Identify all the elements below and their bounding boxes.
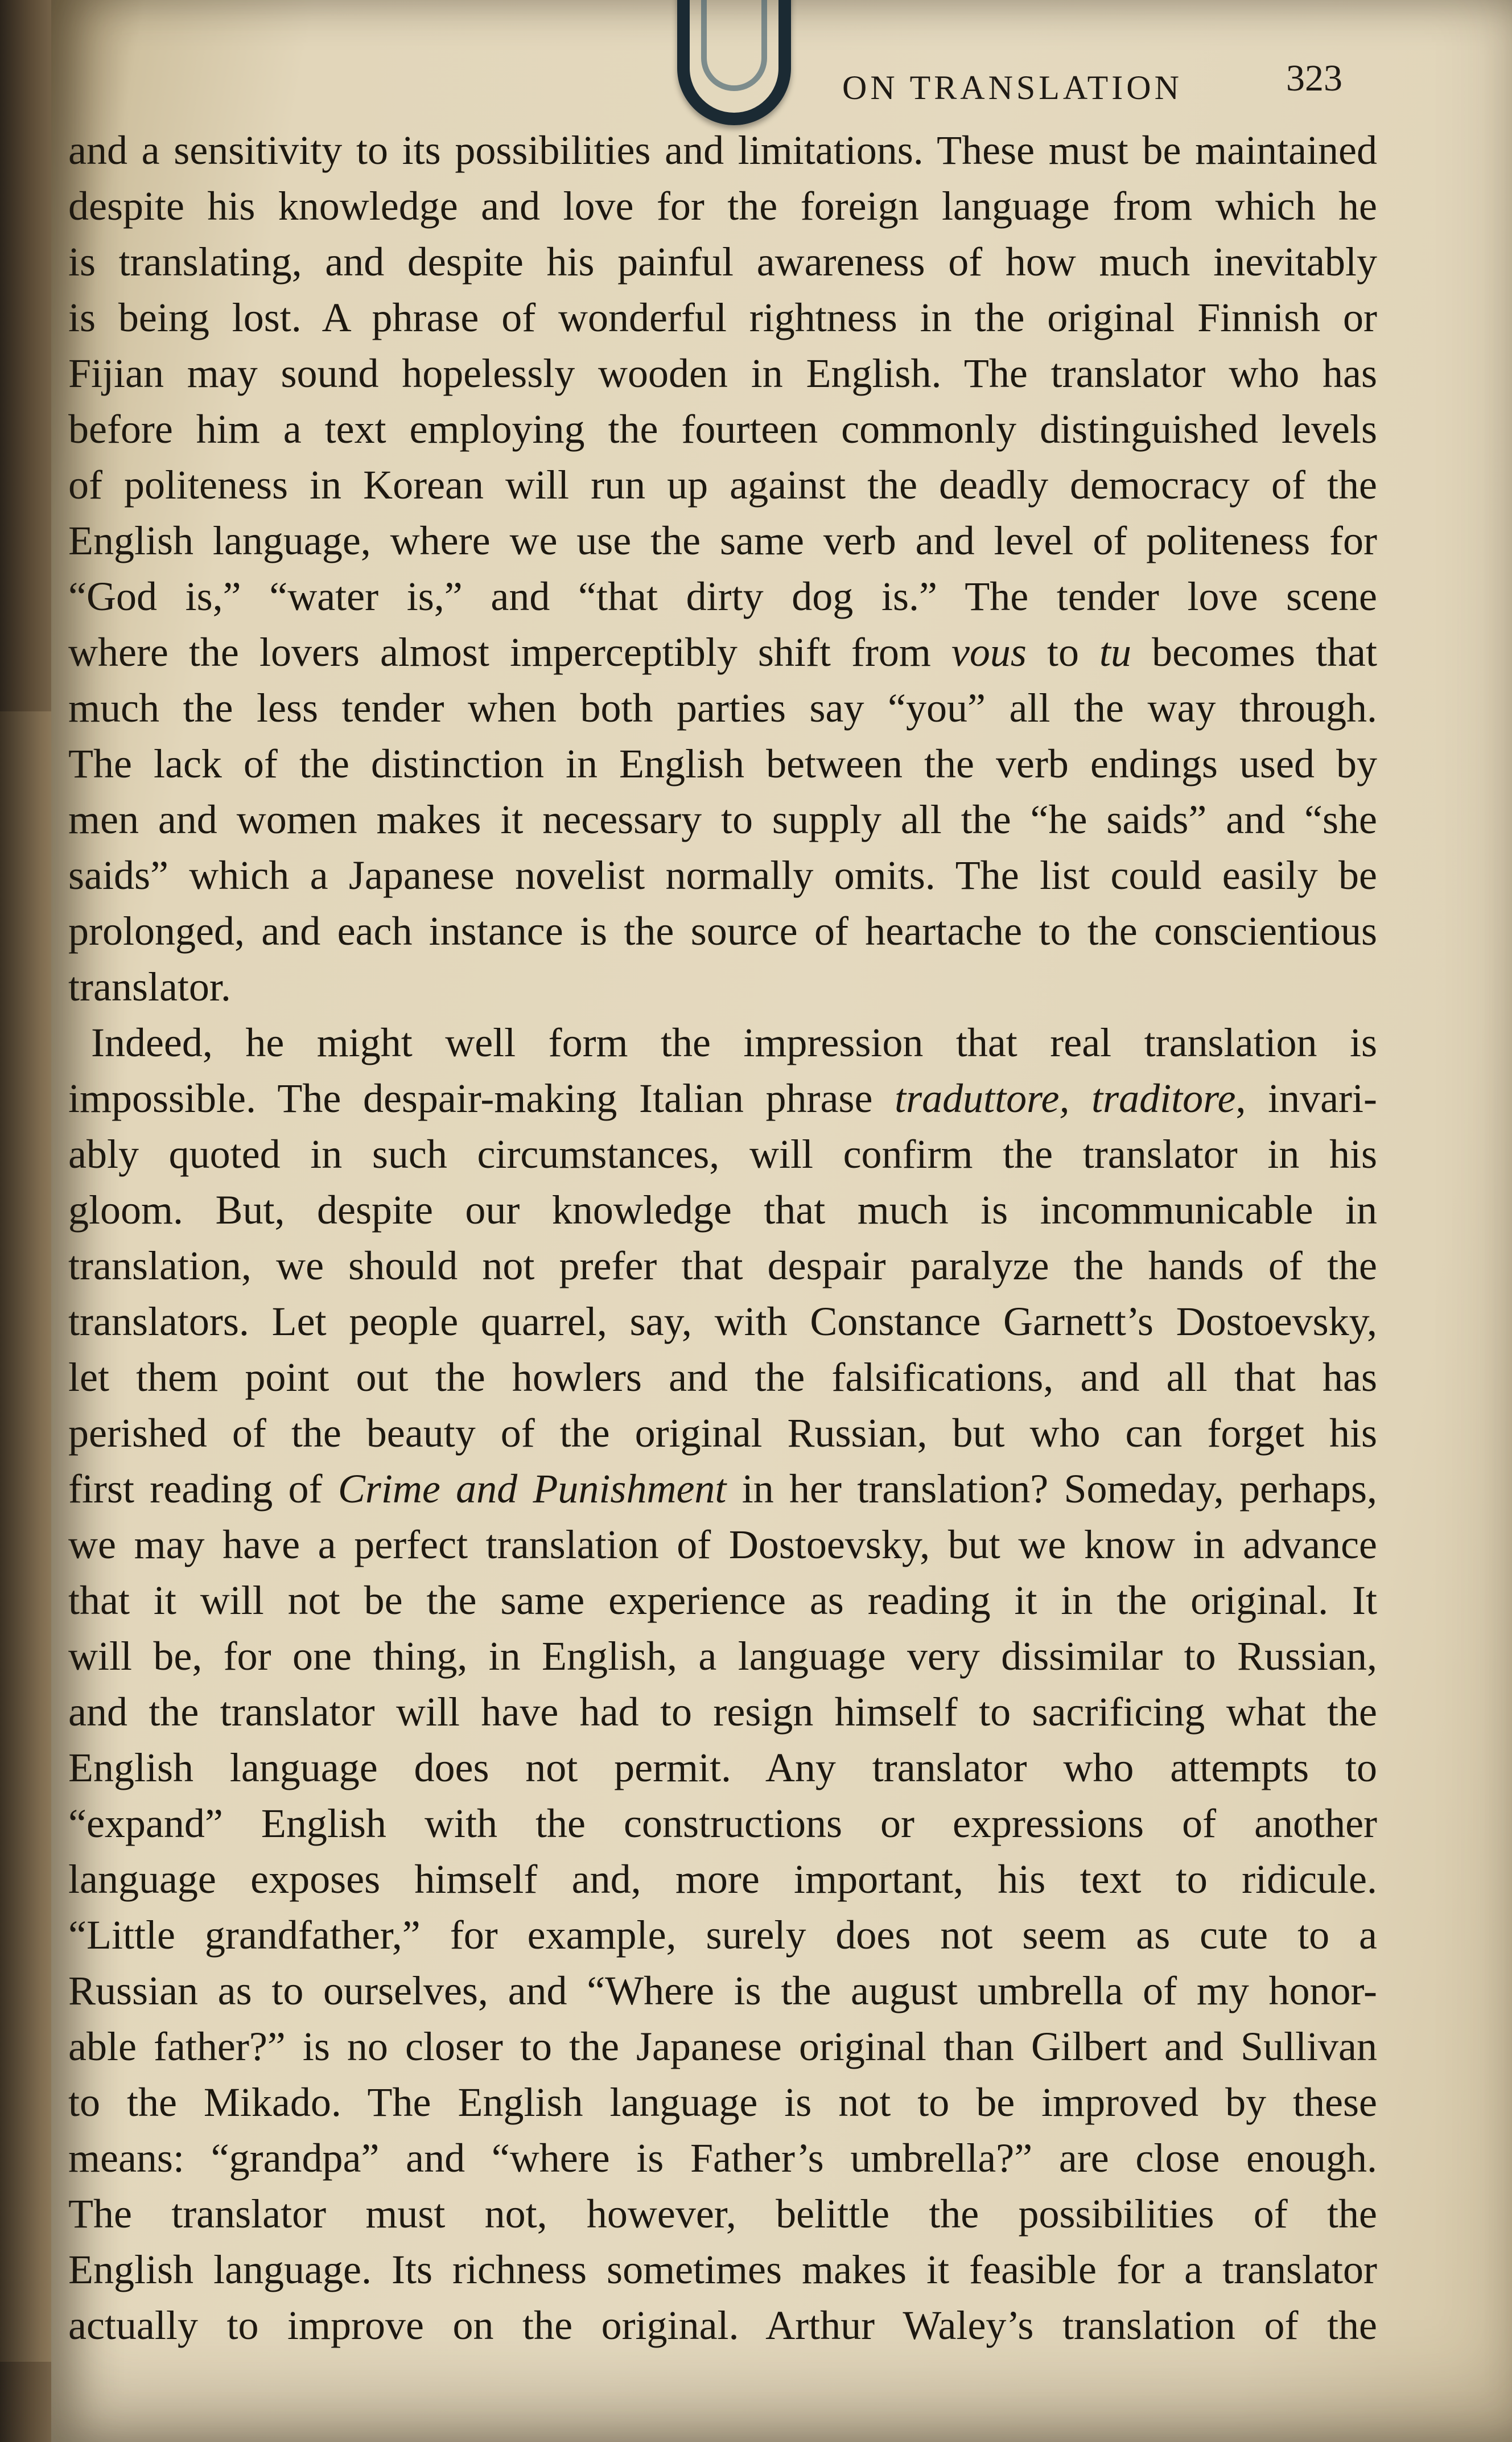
- body-text: [68, 122, 1377, 2353]
- text-line: “Little grandfather,” for example, surely does not seem as cute to a: [68, 1912, 1377, 1958]
- text-line: before him a text employing the fourteen commonly distinguished levels: [68, 406, 1377, 452]
- text-line: of politeness in Korean will run up against the deadly democracy of the: [68, 462, 1377, 508]
- text-line: English language does not permit. Any translator who attempts to: [68, 1745, 1377, 1790]
- text-line: “God is,” “water is,” and “that dirty dog is.” The tender love scene: [68, 574, 1377, 619]
- text-line: to the Mikado. The English language is not to be improved by these: [68, 2079, 1377, 2125]
- text-line: impossible. The despair-making Italian phrase traduttore, traditore, invari-: [68, 1076, 1378, 1121]
- paragraph-2: [68, 1015, 1377, 2353]
- text-line: gloom. But, despite our knowledge that much is incommunicable in: [68, 1187, 1377, 1233]
- page-number: 323: [1286, 57, 1342, 99]
- text-line: Indeed, he might well form the impression that real translation is: [91, 1020, 1377, 1065]
- text-line: perished of the beauty of the original Russian, but who can forget his: [68, 1410, 1377, 1456]
- text-line: men and women makes it necessary to supply all the “he saids” and “she: [68, 797, 1377, 842]
- text-line: ably quoted in such circumstances, will confirm the translator in his: [68, 1131, 1377, 1177]
- text-line: English language. Its richness sometimes makes it feasible for a translator: [68, 2247, 1377, 2292]
- text-line: will be, for one thing, in English, a language very dissimilar to Russian,: [68, 1633, 1377, 1679]
- paragraph-1: [68, 122, 1377, 1015]
- text-line: let them point out the howlers and the falsifications, and all that has: [68, 1354, 1377, 1400]
- text-line: Russian as to ourselves, and “Where is the august umbrella of my honor-: [68, 1968, 1377, 2013]
- text-line: and the translator will have had to resign himself to sacrificing what the: [68, 1689, 1377, 1735]
- text-line: means: “grandpa” and “where is Father’s umbrella?” are close enough.: [68, 2135, 1377, 2181]
- text-line: saids” which a Japanese novelist normally omits. The list could easily be: [68, 853, 1377, 898]
- text-line: is translating, and despite his painful awareness of how much inevitably: [68, 239, 1377, 285]
- text-line: able father?” is no closer to the Japanese original than Gilbert and Sullivan: [68, 2024, 1377, 2069]
- text-line: much the less tender when both parties say “you” all the way through.: [68, 685, 1377, 731]
- text-line: despite his knowledge and love for the foreign language from which he: [68, 183, 1377, 229]
- text-line: The lack of the distinction in English between the verb endings used by: [68, 741, 1377, 786]
- text-line: translators. Let people quarrel, say, with Constance Garnett’s Dostoevsky,: [68, 1299, 1377, 1344]
- text-line: English language, where we use the same verb and level of politeness for: [68, 518, 1377, 563]
- text-line: actually to improve on the original. Arthur Waley’s translation of the: [68, 2303, 1377, 2348]
- text-line: is being lost. A phrase of wonderful rightness in the original Finnish or: [68, 295, 1377, 340]
- text-line: “expand” English with the constructions or expressions of another: [68, 1801, 1377, 1846]
- text-line: that it will not be the same experience as reading it in the original. It: [68, 1578, 1377, 1623]
- text-line: The translator must not, however, belittle the possibilities of the: [68, 2191, 1377, 2237]
- text-line: where the lovers almost imperceptibly shift from vous to tu becomes that: [68, 629, 1378, 675]
- text-line: Fijian may sound hopelessly wooden in English. The translator who has: [68, 351, 1377, 396]
- paper-clip-highlight-icon: [701, 0, 767, 91]
- text-line: we may have a perfect translation of Dostoevsky, but we know in advance: [68, 1522, 1377, 1567]
- text-line: first reading of Crime and Punishment in her translation? Someday, perhaps,: [68, 1466, 1377, 1512]
- text-line: language exposes himself and, more important, his text to ridicule.: [68, 1856, 1377, 1902]
- running-header: ON TRANSLATION: [842, 69, 1183, 106]
- text-line: translation, we should not prefer that despair paralyze the hands of the: [68, 1243, 1377, 1288]
- text-line: prolonged, and each instance is the source of heartache to the conscientious: [68, 908, 1377, 954]
- text-line: and a sensitivity to its possibilities and limitations. These must be maintained: [68, 127, 1377, 173]
- text-line: translator.: [68, 964, 231, 1010]
